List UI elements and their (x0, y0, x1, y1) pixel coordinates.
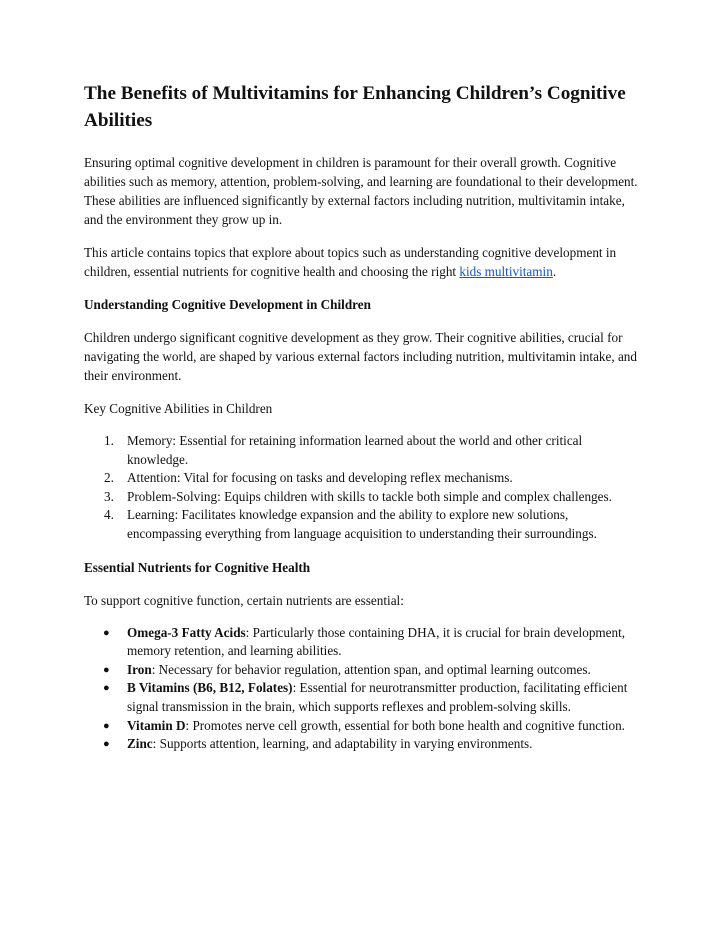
intro-paragraph: Ensuring optimal cognitive development in children is paramount for their overall growth. Cognitive abilities such as memory, attention, problem-solving, and learning are foundational to their development. These abilities are influenced significantly by external factors including nutrition, multivitamin intake, and the environment they grow up in. (84, 155, 638, 227)
bullet-icon: ● (103, 738, 110, 751)
list-item (84, 469, 640, 488)
list-item (84, 717, 640, 736)
section-heading-essential-nutrients: Essential Nutrients for Cognitive Health (84, 559, 311, 575)
nutrient-term: Iron (127, 661, 152, 677)
nutrient-term: Zinc (127, 736, 153, 752)
list-item-text: Learning: Facilitates knowledge expansion and the ability to explore new solutions, encompassing everything from language acquisition to understanding their surroundings. (127, 507, 597, 541)
nutrients-intro-paragraph: To support cognitive function, certain nutrients are essential: (84, 592, 404, 608)
nutrient-term: Vitamin D (127, 717, 186, 733)
nutrient-term: B Vitamins (B6, B12, Folates) (127, 680, 293, 696)
list-item (84, 624, 640, 661)
list-item (84, 488, 640, 507)
list-item-text: Problem-Solving: Equips children with skills to tackle both simple and complex challenges. (127, 488, 612, 504)
kids-multivitamin-link[interactable]: kids multivitamin (459, 264, 553, 279)
list-item-text: Memory: Essential for retaining information learned about the world and other critical knowledge. (127, 433, 583, 467)
list-item (84, 506, 640, 543)
nutrient-description: : Necessary for behavior regulation, attention span, and optimal learning outcomes. (151, 661, 591, 677)
list-number: 2. (104, 470, 114, 486)
list-number: 1. (104, 433, 114, 448)
article-topics-end: . (552, 264, 557, 279)
article-topics-text: This article contains topics that explore about topics such as understanding cognitive development in children, essential nutrients for cognitive health and choosing the right (84, 245, 617, 279)
nutrient-description: : Particularly those containing DHA, it is crucial for brain development, memory retention, and learning abilities. (127, 624, 626, 659)
bullet-icon: ● (103, 626, 110, 639)
section-heading-cognitive-development: Understanding Cognitive Development in Children (84, 297, 371, 312)
list-item (84, 735, 640, 754)
cognitive-development-paragraph: Children undergo significant cognitive development as they grow. Their cognitive abilities, crucial for navigating the world, are shaped by various external factors including nutrition, multivitamin intake, and their environment. (84, 330, 637, 383)
document-page (84, 80, 640, 768)
nutrient-description: : Promotes nerve cell growth, essential for both bone health and cognitive function. (185, 717, 625, 733)
nutrient-description: : Essential for neurotransmitter production, facilitating efficient signal transmission in the brain, which supports reflexes and problem-solving skills. (127, 680, 628, 714)
cognitive-abilities-list (84, 432, 640, 544)
list-item-text: Attention: Vital for focusing on tasks and developing reflex mechanisms. (127, 470, 513, 486)
bullet-icon: ● (103, 663, 110, 676)
nutrients-list (84, 624, 640, 754)
document-title: The Benefits of Multivitamins for Enhancing Children’s Cognitive Abilities (84, 83, 626, 131)
bullet-icon: ● (103, 719, 110, 732)
list-number: 4. (104, 507, 114, 523)
bullet-icon: ● (103, 682, 110, 695)
key-abilities-subheading: Key Cognitive Abilities in Children (84, 401, 273, 416)
list-number: 3. (104, 488, 114, 504)
list-item (84, 679, 640, 716)
list-item (84, 432, 640, 469)
nutrient-term: Omega-3 Fatty Acids (127, 624, 246, 640)
list-item (84, 661, 640, 680)
nutrient-description: : Supports attention, learning, and adaptability in varying environments. (152, 736, 533, 752)
article-topics-paragraph (84, 243, 640, 281)
